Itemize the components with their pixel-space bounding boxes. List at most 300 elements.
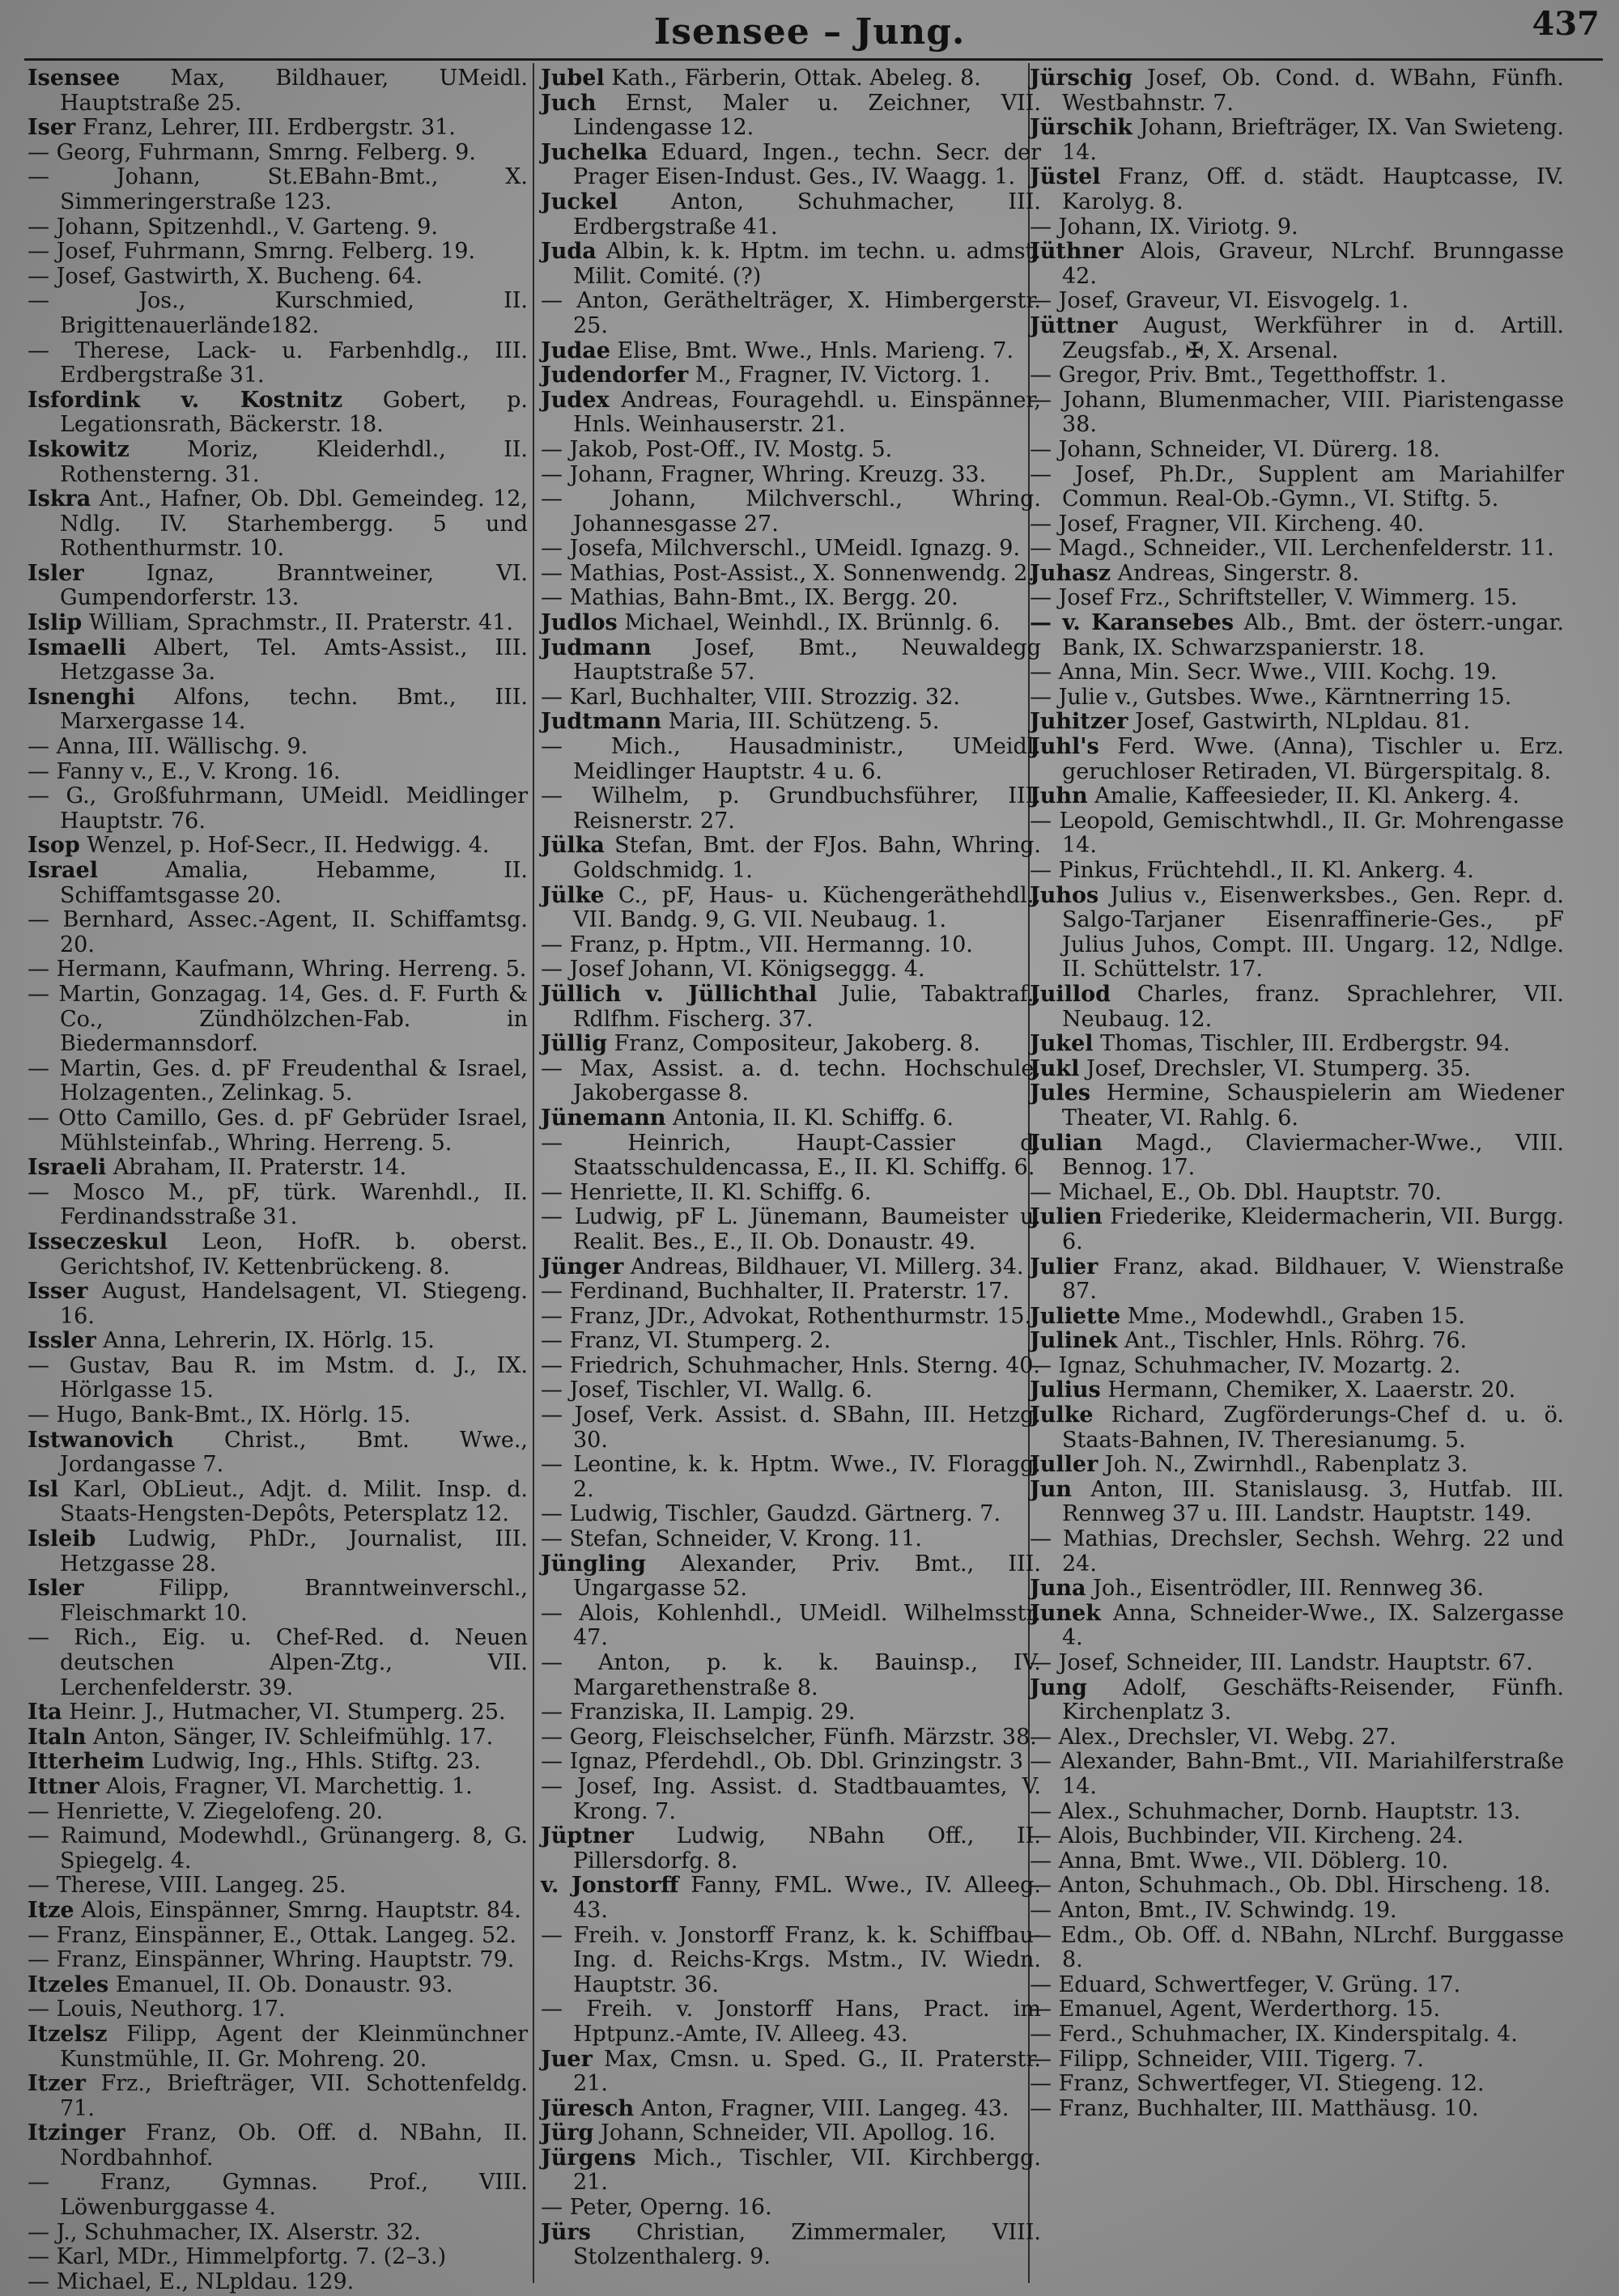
directory-entry xyxy=(1030,1057,1564,1082)
entry-details: — Otto Camillo, Ges. d. pF Gebrüder Israel, Mühlsteinfab., Whring. Herreng. 5. xyxy=(28,1105,528,1156)
entry-details: — Ferdinand, Buchhalter, II. Praterstr. 17. xyxy=(541,1279,1009,1305)
directory-entry xyxy=(28,141,528,166)
directory-entry xyxy=(541,636,1041,685)
entry-details: — Alois, Kohlenhdl., UMeidl. Wilhelmsstr. 47. xyxy=(541,1600,1041,1651)
entry-details: Franz, akad. Bildhauer, V. Wienstraße 87. xyxy=(1062,1254,1564,1305)
directory-entry xyxy=(28,1874,528,1899)
entry-surname: Juckel xyxy=(541,189,618,214)
entry-details: Franz, Off. d. städt. Hauptcasse, IV. Karolyg. 8. xyxy=(1062,164,1564,214)
entry-surname: Jürg xyxy=(541,2120,594,2146)
entry-details: Anton, III. Stanislausg. 3, Hutfab. III. Rennweg 37 u. III. Landstr. Hauptstr. 149. xyxy=(1062,1476,1564,1527)
entry-surname: Jüptner xyxy=(541,1823,634,1849)
entry-surname: Isseczeskul xyxy=(28,1229,168,1254)
entry-surname: Israeli xyxy=(28,1155,107,1181)
directory-entry xyxy=(541,1824,1041,1874)
column-2 xyxy=(541,66,1041,2281)
entry-details: — Jos., Kurschmied, II. Brigittenauerlände182. xyxy=(28,288,528,338)
directory-entry xyxy=(1030,1824,1564,1849)
directory-entry xyxy=(541,190,1041,240)
directory-entry xyxy=(541,1775,1041,1824)
entry-surname: Isop xyxy=(28,833,80,859)
directory-entry xyxy=(28,1700,528,1725)
entry-details: Josef, Bmt., Neuwaldegg Hauptstraße 57. xyxy=(573,634,1041,685)
directory-entry xyxy=(28,685,528,735)
entry-details: — Johann, Schneider, VI. Dürerg. 18. xyxy=(1030,436,1441,462)
directory-entry xyxy=(1030,1378,1564,1403)
directory-entry xyxy=(1030,710,1564,735)
entry-surname: Jung xyxy=(1030,1674,1087,1700)
entry-details: Andreas, Singerstr. 8. xyxy=(1111,560,1360,586)
directory-entry xyxy=(28,240,528,265)
entry-surname: Judlos xyxy=(541,610,618,636)
directory-entry xyxy=(28,957,528,982)
directory-entry xyxy=(1030,1478,1564,1527)
entry-details: Alb., Bmt. der österr.-ungar. Bank, IX. Schwarzspanierstr. 18. xyxy=(1062,610,1565,660)
entry-details: C., pF, Haus- u. Küchengeräthehdl., VII. Bandg. 9, G. VII. Neubaug. 1. xyxy=(573,882,1041,933)
directory-entry xyxy=(28,1824,528,1874)
entry-details: — Josef, Verk. Assist. d. SBahn, III. Hetzg. 30. xyxy=(541,1403,1041,1453)
directory-entry xyxy=(1030,660,1564,685)
entry-details: — Eduard, Schwertfeger, V. Grüng. 17. xyxy=(1030,1971,1461,1997)
entry-surname: Issler xyxy=(28,1328,96,1354)
entry-surname: Juer xyxy=(541,2046,593,2072)
entry-details: Hermann, Chemiker, X. Laaerstr. 20. xyxy=(1100,1377,1516,1403)
directory-entry xyxy=(28,1106,528,1156)
entry-details: — Stefan, Schneider, V. Krong. 11. xyxy=(541,1526,922,1552)
entry-details: Ludwig, Ing., Hhls. Stiftg. 23. xyxy=(144,1749,481,1775)
directory-entry xyxy=(541,1403,1041,1453)
entry-details: — Anton, Schuhmach., Ob. Dbl. Hirscheng. 18. xyxy=(1030,1873,1551,1899)
directory-entry xyxy=(541,487,1041,537)
directory-entry xyxy=(28,2072,528,2121)
entry-details: Eduard, Ingen., techn. Secr. der Prager Eisen-Indust. Ges., IV. Waagg. 1. xyxy=(573,139,1041,190)
directory-entry xyxy=(1030,611,1564,660)
entry-details: — Anna, Bmt. Wwe., VII. Döblerg. 10. xyxy=(1030,1848,1449,1874)
entry-details: — Johann, Blumenmacher, VIII. Piaristengasse 38. xyxy=(1030,387,1564,438)
directory-entry xyxy=(541,710,1041,735)
entry-details: Heinr. J., Hutmacher, VI. Stumperg. 25. xyxy=(62,1700,506,1725)
entry-details: Ant., Hafner, Ob. Dbl. Gemeindeg. 12, Ndlg. IV. Starhembergg. 5 und Rothenthurmstr. 10. xyxy=(60,486,528,562)
directory-entry xyxy=(1030,1131,1564,1181)
entry-details: Christ., Bmt. Wwe., Jordangasse 7. xyxy=(60,1427,528,1478)
directory-entry xyxy=(28,636,528,685)
directory-entry xyxy=(1030,1305,1564,1330)
entry-details: William, Sprachmstr., II. Praterstr. 41. xyxy=(82,610,513,636)
directory-entry xyxy=(28,760,528,785)
entry-surname: Julian xyxy=(1030,1130,1103,1156)
entry-surname: Jünemann xyxy=(541,1105,666,1131)
directory-entry xyxy=(541,1997,1041,2047)
entry-details: — Freih. v. Jonstorff Hans, Pract. im Hptpunz.-Amte, IV. Alleeg. 43. xyxy=(541,1997,1041,2047)
entry-surname: Julinek xyxy=(1030,1328,1118,1354)
directory-entry xyxy=(541,2146,1041,2196)
entry-details: — Raimund, Modewhdl., Grünangerg. 8, G. Spiegelg. 4. xyxy=(28,1823,528,1874)
entry-surname: Itzinger xyxy=(28,2120,125,2146)
entry-details: Johann, Briefträger, IX. Van Swieteng. 14. xyxy=(1062,115,1564,165)
entry-surname: Juhitzer xyxy=(1030,709,1128,735)
directory-entry xyxy=(541,339,1041,364)
entry-details: — Josef, Fuhrmann, Smrng. Felberg. 19. xyxy=(28,239,476,265)
entry-details: — Anton, Bmt., IV. Schwindg. 19. xyxy=(1030,1897,1397,1923)
entry-details: Julius v., Eisenwerksbes., Gen. Repr. d. Salgo-Tarjaner Eisenraffinerie-Ges., pF Julius Juhos, Compt. III. Ungarg. 12, Ndlge. II. Schüttelstr. 17. xyxy=(1062,882,1564,982)
entry-details: — Johann, St.EBahn-Bmt., X. Simmeringerstraße 123. xyxy=(28,164,528,214)
entry-details: — Fanny v., E., V. Krong. 16. xyxy=(28,758,341,784)
directory-entry xyxy=(541,1502,1041,1527)
entry-details: Frz., Briefträger, VII. Schottenfeldg. 71. xyxy=(60,2071,528,2121)
entry-surname: Juda xyxy=(541,239,597,265)
entry-details: Max, Cmsn. u. Sped. G., II. Praterstr. 21. xyxy=(573,2046,1041,2097)
entry-surname: Julius xyxy=(1030,1377,1101,1403)
entry-details: Thomas, Tischler, III. Erdbergstr. 94. xyxy=(1093,1031,1511,1057)
entry-details: — Friedrich, Schuhmacher, Hnls. Sterng. 40. xyxy=(541,1352,1041,1378)
directory-entry xyxy=(541,784,1041,834)
directory-entry xyxy=(28,2121,528,2171)
entry-surname: Itzelsz xyxy=(28,2021,108,2047)
entry-details: — Pinkus, Früchtehdl., II. Kl. Ankerg. 4. xyxy=(1030,858,1474,883)
directory-entry xyxy=(28,784,528,834)
entry-surname: Isensee xyxy=(28,66,121,91)
entry-details: — Franz, Schwertfeger, VI. Stiegeng. 12. xyxy=(1030,2071,1485,2097)
entry-surname: Jüllich v. Jüllichthal xyxy=(541,981,818,1007)
entry-surname: Juller xyxy=(1030,1452,1098,1478)
directory-entry xyxy=(541,91,1041,141)
entry-surname: Juhl's xyxy=(1030,734,1099,760)
entry-surname: Jukl xyxy=(1030,1055,1080,1081)
directory-entry xyxy=(1030,463,1564,512)
entry-surname: Judmann xyxy=(541,634,652,660)
entry-surname: Isfordink v. Kostnitz xyxy=(28,387,343,413)
entry-surname: Israel xyxy=(28,858,98,883)
directory-entry xyxy=(1030,388,1564,438)
entry-details: — Ludwig, Tischler, Gaudzd. Gärtnerg. 7. xyxy=(541,1501,1001,1527)
entry-surname: Isl xyxy=(28,1476,59,1502)
entry-details: Filipp, Branntweinverschl., Fleischmarkt 10. xyxy=(60,1576,528,1626)
entry-details: — Johann, Spitzenhdl., V. Garteng. 9. xyxy=(28,214,438,240)
entry-surname: Jun xyxy=(1030,1476,1073,1502)
directory-entry xyxy=(541,1453,1041,1502)
entry-details: Ferd. Wwe. (Anna), Tischler u. Erz. geruchloser Retiraden, VI. Bürgerspitalg. 8. xyxy=(1062,734,1564,784)
entry-details: — Anna, III. Wällischg. 9. xyxy=(28,734,308,760)
directory-entry xyxy=(541,884,1041,933)
directory-entry xyxy=(28,908,528,957)
entry-surname: Ita xyxy=(28,1700,62,1725)
directory-entry xyxy=(28,1156,528,1181)
entry-details: — Therese, Lack- u. Farbenhdlg., III. Erdbergstraße 31. xyxy=(28,337,528,388)
entry-surname: — v. Karansebes xyxy=(1030,610,1234,636)
entry-surname: v. Jonstorff xyxy=(541,1873,679,1899)
directory-entry xyxy=(28,2022,528,2072)
directory-entry xyxy=(1030,562,1564,587)
entry-details: — Franziska, II. Lampig. 29. xyxy=(541,1700,856,1725)
entry-details: Alois, Graveur, NLrchf. Brunngasse 42. xyxy=(1062,239,1564,289)
entry-details: — Josef Frz., Schriftsteller, V. Wimmerg. 15. xyxy=(1030,585,1518,611)
entry-details: Andreas, Bildhauer, VI. Millerg. 34. xyxy=(623,1254,1024,1280)
entry-surname: Jülke xyxy=(541,882,605,908)
entry-surname: Jürs xyxy=(541,2219,591,2245)
entry-details: Karl, ObLieut., Adjt. d. Milit. Insp. d. Staats-Hengsten-Depôts, Petersplatz 12. xyxy=(58,1476,528,1527)
entry-details: Michael, Weinhdl., IX. Brünnlg. 6. xyxy=(617,610,1001,636)
entry-surname: Jürgens xyxy=(541,2145,636,2171)
directory-entry xyxy=(541,735,1041,784)
entry-details: — Louis, Neuthorg. 17. xyxy=(28,1997,286,2022)
entry-details: Alois, Einspänner, Smrng. Hauptstr. 84. xyxy=(74,1897,521,1923)
entry-details: Amalie, Kaffeesieder, II. Kl. Ankerg. 4. xyxy=(1087,783,1519,809)
entry-details: — Gregor, Priv. Bmt., Tegetthoffstr. 1. xyxy=(1030,363,1447,388)
directory-entry xyxy=(541,1874,1041,1923)
directory-entry xyxy=(541,141,1041,190)
directory-entry xyxy=(1030,1973,1564,1998)
directory-entry xyxy=(28,1354,528,1403)
entry-details: — Wilhelm, p. Grundbuchsführer, III. Reisnerstr. 27. xyxy=(541,783,1041,834)
directory-entry xyxy=(28,859,528,908)
entry-details: — Georg, Fleischselcher, Fünfh. Märzstr. 38. xyxy=(541,1724,1037,1750)
entry-surname: Itzer xyxy=(28,2071,86,2097)
entry-details: Wenzel, p. Hof-Secr., II. Hedwigg. 4. xyxy=(79,833,490,859)
entry-details: — Magd., Schneider., VII. Lerchenfelderstr. 11. xyxy=(1030,536,1554,562)
entry-details: Gobert, p. Legationsrath, Bäckerstr. 18. xyxy=(60,387,528,438)
entry-details: Moriz, Kleiderhdl., II. Rothensterng. 31. xyxy=(60,436,528,487)
entry-details: August, Handelsagent, VI. Stiegeng. 16. xyxy=(60,1279,528,1329)
directory-entry xyxy=(1030,1750,1564,1799)
entry-surname: Jünger xyxy=(541,1254,624,1280)
directory-entry xyxy=(1030,165,1564,214)
entry-details: — Ludwig, pF L. Jünemann, Baumeister u. Realit. Bes., E., II. Ob. Donaustr. 49. xyxy=(541,1204,1041,1254)
entry-details: Fanny, FML. Wwe., IV. Alleeg. 43. xyxy=(573,1873,1041,1923)
entry-surname: Itze xyxy=(28,1897,74,1923)
entry-details: — Jakob, Post-Off., IV. Mostg. 5. xyxy=(541,436,893,462)
directory-entry xyxy=(1030,438,1564,463)
entry-surname: Jules xyxy=(1030,1080,1091,1106)
page-number: 437 xyxy=(1532,5,1600,43)
entry-details: — Alex., Schuhmacher, Dornb. Hauptstr. 13. xyxy=(1030,1798,1521,1824)
directory-entry xyxy=(1030,982,1564,1032)
entry-surname: Juhos xyxy=(1030,882,1099,908)
directory-entry xyxy=(1030,1032,1564,1057)
directory-entry xyxy=(28,165,528,214)
directory-entry xyxy=(1030,859,1564,884)
entry-details: — Johann, Fragner, Whring. Kreuzg. 33. xyxy=(541,461,987,487)
directory-entry xyxy=(1030,1181,1564,1206)
entry-surname: Judae xyxy=(541,337,610,363)
directory-entry xyxy=(1030,2097,1564,2122)
entry-surname: Julke xyxy=(1030,1403,1094,1428)
directory-entry xyxy=(541,537,1041,562)
entry-details: — Josef, Fragner, VII. Kircheng. 40. xyxy=(1030,511,1425,537)
entry-surname: Juhasz xyxy=(1030,560,1111,586)
directory-entry xyxy=(1030,1800,1564,1825)
entry-details: — Hermann, Kaufmann, Whring. Herreng. 5. xyxy=(28,957,527,982)
directory-entry xyxy=(28,2245,528,2270)
entry-details: Joh., Eisentrödler, III. Rennweg 36. xyxy=(1086,1576,1485,1602)
entry-surname: Isser xyxy=(28,1279,88,1305)
entry-details: August, Werkführer in d. Artill. Zeugsfab., ✠, X. Arsenal. xyxy=(1062,312,1564,363)
entry-details: — Leopold, Gemischtwhdl., II. Gr. Mohrengasse 14. xyxy=(1030,808,1564,859)
directory-entry xyxy=(28,1057,528,1106)
entry-surname: Iser xyxy=(28,115,76,141)
directory-entry xyxy=(28,388,528,438)
entry-surname: Juhn xyxy=(1030,783,1088,809)
entry-surname: Jüttner xyxy=(1030,312,1118,338)
entry-details: Ignaz, Branntweiner, VI. Gumpendorferstr. 13. xyxy=(60,560,528,611)
entry-details: — Franz, Gymnas. Prof., VIII. Löwenburggasse 4. xyxy=(28,2170,528,2221)
directory-entry xyxy=(28,1899,528,1924)
entry-details: Charles, franz. Sprachlehrer, VII. Neubaug. 12. xyxy=(1062,981,1564,1032)
directory-entry xyxy=(541,388,1041,438)
entry-details: — Hugo, Bank-Bmt., IX. Hörlg. 15. xyxy=(28,1403,411,1428)
directory-entry xyxy=(541,1725,1041,1751)
entry-surname: Jüresch xyxy=(541,2095,635,2121)
directory-entry xyxy=(541,1280,1041,1305)
directory-entry xyxy=(1030,240,1564,289)
entry-surname: Jüthner xyxy=(1030,239,1124,265)
directory-entry xyxy=(541,611,1041,636)
directory-entry xyxy=(1030,1874,1564,1899)
directory-entry xyxy=(541,957,1041,982)
directory-entry xyxy=(28,2221,528,2246)
entry-details: — Franz, p. Hptm., VII. Hermanng. 10. xyxy=(541,932,973,957)
directory-entry xyxy=(1030,2022,1564,2048)
entry-details: — Michael, E., NLpldau. 129. xyxy=(28,2268,355,2294)
directory-entry xyxy=(541,982,1041,1032)
entry-details: — Peter, Operng. 16. xyxy=(541,2195,772,2221)
directory-entry xyxy=(541,1552,1041,1602)
directory-entry xyxy=(541,1750,1041,1775)
directory-entry xyxy=(1030,116,1564,165)
entry-details: — Josef, Graveur, VI. Eisvogelg. 1. xyxy=(1030,288,1409,314)
directory-entry xyxy=(1030,1403,1564,1453)
entry-details: Johann, Schneider, VII. Apollog. 16. xyxy=(593,2120,996,2146)
entry-surname: Juch xyxy=(541,90,597,116)
entry-details: Anton, Sänger, IV. Schleifmühlg. 17. xyxy=(86,1724,494,1750)
entry-details: Franz, Lehrer, III. Erdbergstr. 31. xyxy=(75,115,456,141)
entry-details: — Georg, Fuhrmann, Smrng. Felberg. 9. xyxy=(28,139,476,165)
entry-details: — Alex., Drechsler, VI. Webg. 27. xyxy=(1030,1724,1396,1750)
entry-details: — Heinrich, Haupt-Cassier d. Staatsschuldencassa, E., II. Kl. Schiffg. 6. xyxy=(541,1130,1041,1181)
directory-entry xyxy=(28,1973,528,1998)
directory-entry xyxy=(1030,66,1564,116)
entry-details: Franz, Ob. Off. d. NBahn, II. Nordbahnhof. xyxy=(60,2120,528,2171)
directory-entry xyxy=(541,463,1041,488)
directory-entry xyxy=(1030,735,1564,784)
entry-surname: Jüstel xyxy=(1030,164,1101,190)
entry-details: — Josef Johann, VI. Königseggg. 4. xyxy=(541,957,925,982)
column-3 xyxy=(1030,66,1564,2281)
entry-details: Alfons, techn. Bmt., III. Marxergasse 14. xyxy=(60,684,528,735)
directory-entry xyxy=(541,2221,1041,2270)
directory-entry xyxy=(541,834,1041,883)
entry-details: — Ferd., Schuhmacher, IX. Kinderspitalg. 4. xyxy=(1030,2021,1518,2047)
directory-entry xyxy=(1030,1081,1564,1131)
entry-details: — Josef, Tischler, VI. Wallg. 6. xyxy=(541,1377,873,1403)
entry-surname: Isler xyxy=(28,1576,84,1602)
entry-details: Richard, Zugförderungs-Chef d. u. ö. Staats-Bahnen, IV. Theresianumg. 5. xyxy=(1062,1403,1564,1453)
entry-details: Ludwig, NBahn Off., II. Pillersdorfg. 8. xyxy=(573,1823,1041,1874)
entry-details: — Franz, Buchhalter, III. Matthäusg. 10. xyxy=(1030,2095,1479,2121)
entry-surname: Ittner xyxy=(28,1773,100,1799)
directory-entry xyxy=(28,1478,528,1527)
directory-entry xyxy=(1030,314,1564,363)
entry-details: — Therese, VIII. Langeg. 25. xyxy=(28,1873,346,1899)
entry-surname: Jüngling xyxy=(541,1551,646,1577)
entry-details: — Henriette, II. Kl. Schiffg. 6. xyxy=(541,1179,872,1205)
entry-details: Alois, Fragner, VI. Marchettig. 1. xyxy=(99,1773,473,1799)
directory-entry xyxy=(28,339,528,388)
directory-entry xyxy=(541,66,1041,91)
directory-entry xyxy=(28,1577,528,1626)
entry-surname: Iskowitz xyxy=(28,436,130,462)
directory-entry xyxy=(1030,1924,1564,1973)
directory-entry xyxy=(28,265,528,290)
entry-details: — Gustav, Bau R. im Mstm. d. J., IX. Hörlgasse 15. xyxy=(28,1352,528,1403)
directory-entry xyxy=(541,2048,1041,2097)
entry-details: — Max, Assist. a. d. techn. Hochschule, Jakobergasse 8. xyxy=(541,1055,1041,1106)
directory-entry xyxy=(28,611,528,636)
directory-entry xyxy=(28,1329,528,1354)
directory-entry xyxy=(28,1800,528,1825)
directory-entry xyxy=(1030,1676,1564,1725)
entry-details: Albin, k. k. Hptm. im techn. u. admst. Milit. Comité. (?) xyxy=(573,239,1041,289)
entry-surname: Ismaelli xyxy=(28,634,126,660)
directory-entry xyxy=(28,1750,528,1775)
entry-surname: Isleib xyxy=(28,1526,96,1552)
directory-entry xyxy=(1030,363,1564,388)
entry-surname: Juliette xyxy=(1030,1303,1121,1329)
entry-details: Max, Bildhauer, UMeidl. Hauptstraße 25. xyxy=(60,66,528,116)
directory-entry xyxy=(541,289,1041,338)
directory-entry xyxy=(1030,586,1564,611)
header-rule xyxy=(24,58,1603,61)
entry-surname: Islip xyxy=(28,610,83,636)
entry-surname: Juillod xyxy=(1030,981,1111,1007)
entry-details: — Josef, Ph.Dr., Supplent am Mariahilfer Commun. Real-Ob.-Gymn., VI. Stiftg. 5. xyxy=(1030,461,1564,512)
entry-details: Mme., Modewhdl., Graben 15. xyxy=(1120,1303,1465,1329)
directory-entry xyxy=(541,2121,1041,2146)
column-divider xyxy=(533,63,534,2283)
entry-details: — Mathias, Bahn-Bmt., IX. Bergg. 20. xyxy=(541,585,958,611)
directory-entry xyxy=(1030,289,1564,314)
directory-entry xyxy=(1030,1354,1564,1379)
entry-details: Antonia, II. Kl. Schiffg. 6. xyxy=(665,1105,954,1131)
directory-entry xyxy=(28,1948,528,1973)
directory-entry xyxy=(541,1106,1041,1131)
directory-entry xyxy=(28,1775,528,1800)
entry-details: — Josef, Ing. Assist. d. Stadtbauamtes, V. Krong. 7. xyxy=(541,1773,1041,1824)
directory-entry xyxy=(1030,512,1564,537)
entry-details: Josef, Ob. Cond. d. WBahn, Fünfh. Westbahnstr. 7. xyxy=(1062,66,1564,116)
directory-entry xyxy=(28,215,528,240)
directory-entry xyxy=(28,834,528,859)
entry-details: Joh. N., Zwirnhdl., Rabenplatz 3. xyxy=(1098,1452,1468,1478)
entry-details: — J., Schuhmacher, IX. Alserstr. 32. xyxy=(28,2219,421,2245)
entry-details: Elise, Bmt. Wwe., Hnls. Marieng. 7. xyxy=(610,337,1014,363)
entry-details: Julie, Tabaktraf., Rdlfhm. Fischerg. 37. xyxy=(573,981,1041,1032)
directory-entry xyxy=(28,2270,528,2295)
entry-details: — Martin, Ges. d. pF Freudenthal & Israel, Holzagenten., Zelinkag. 5. xyxy=(28,1055,528,1106)
entry-surname: Jülka xyxy=(541,833,605,859)
directory-entry xyxy=(28,1230,528,1280)
entry-details: Ludwig, PhDr., Journalist, III. Hetzgasse 28. xyxy=(60,1526,528,1577)
directory-entry xyxy=(541,1329,1041,1354)
entry-surname: Isler xyxy=(28,560,84,586)
entry-details: — Bernhard, Assec.-Agent, II. Schiffamtsg. 20. xyxy=(28,907,528,957)
directory-entry xyxy=(28,116,528,141)
directory-entry xyxy=(28,735,528,760)
entry-details: — Henriette, V. Ziegelofeng. 20. xyxy=(28,1798,384,1824)
entry-details: — Freih. v. Jonstorff Franz, k. k. Schiffbau-Ing. d. Reichs-Krgs. Mstm., IV. Wiedn. Hauptstr. 36. xyxy=(541,1922,1041,1997)
entry-details: Leon, HofR. b. oberst. Gerichtshof, IV. Kettenbrückeng. 8. xyxy=(60,1229,528,1280)
entry-surname: Itterheim xyxy=(28,1749,145,1775)
entry-surname: Jubel xyxy=(541,66,605,91)
